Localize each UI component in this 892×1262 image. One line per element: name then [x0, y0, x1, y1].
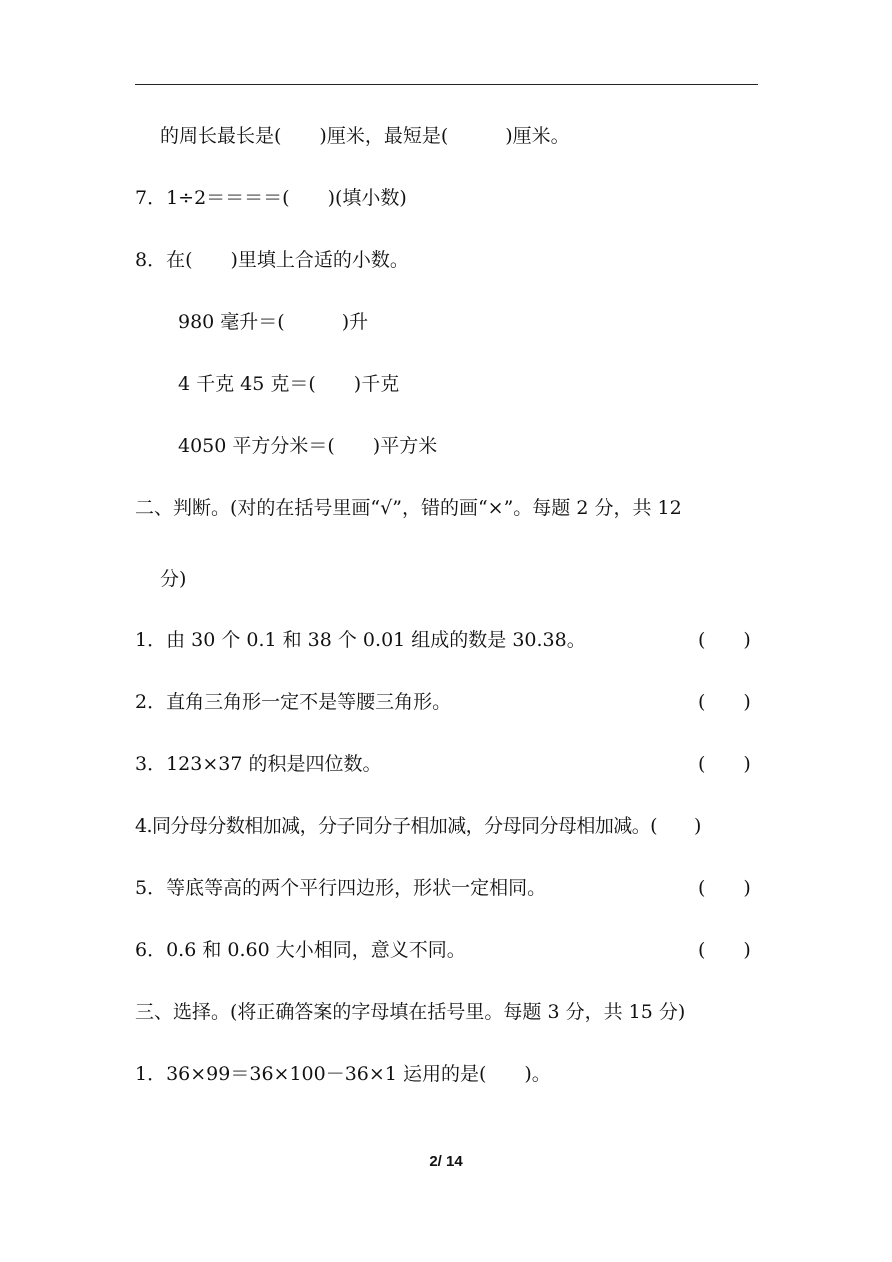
question-8-item-2: 4 千克 45 克＝( )千克 [178, 373, 400, 395]
section-2-heading: 二、判断。(对的在括号里画“√”，错的画“×”。每题 2 分，共 12 [135, 497, 682, 519]
judgment-2: 2．直角三角形一定不是等腰三角形。 [135, 691, 452, 713]
question-6-continuation: 的周长最长是( )厘米，最短是( )厘米。 [160, 125, 570, 147]
question-7: 7．1÷2＝＝＝＝( )(填小数) [135, 187, 407, 209]
judgment-5-answer[interactable]: ( ) [698, 877, 751, 899]
header-rule [135, 84, 758, 85]
judgment-1-answer[interactable]: ( ) [698, 629, 751, 651]
judgment-1: 1．由 30 个 0.1 和 38 个 0.01 组成的数是 30.38。 [135, 629, 586, 651]
judgment-5: 5．等底等高的两个平行四边形，形状一定相同。 [135, 877, 547, 899]
judgment-2-answer[interactable]: ( ) [698, 691, 751, 713]
judgment-6-answer[interactable]: ( ) [698, 939, 751, 961]
judgment-4: 4.同分母分数相加减，分子同分子相加减，分母同分母相加减。( ) [135, 815, 701, 837]
section-3-heading: 三、选择。(将正确答案的字母填在括号里。每题 3 分，共 15 分) [135, 1001, 686, 1023]
choice-1: 1．36×99＝36×100－36×1 运用的是( )。 [135, 1063, 551, 1085]
judgment-3-answer[interactable]: ( ) [698, 753, 751, 775]
page-number: 2/ 14 [429, 1153, 463, 1170]
question-8-item-1: 980 毫升＝( )升 [178, 311, 369, 333]
question-8-item-3: 4050 平方分米＝( )平方米 [178, 435, 438, 457]
question-8: 8．在( )里填上合适的小数。 [135, 249, 409, 271]
judgment-6: 6．0.6 和 0.60 大小相同，意义不同。 [135, 939, 466, 961]
section-2-heading-continuation: 分) [160, 568, 187, 590]
judgment-3: 3．123×37 的积是四位数。 [135, 753, 382, 775]
